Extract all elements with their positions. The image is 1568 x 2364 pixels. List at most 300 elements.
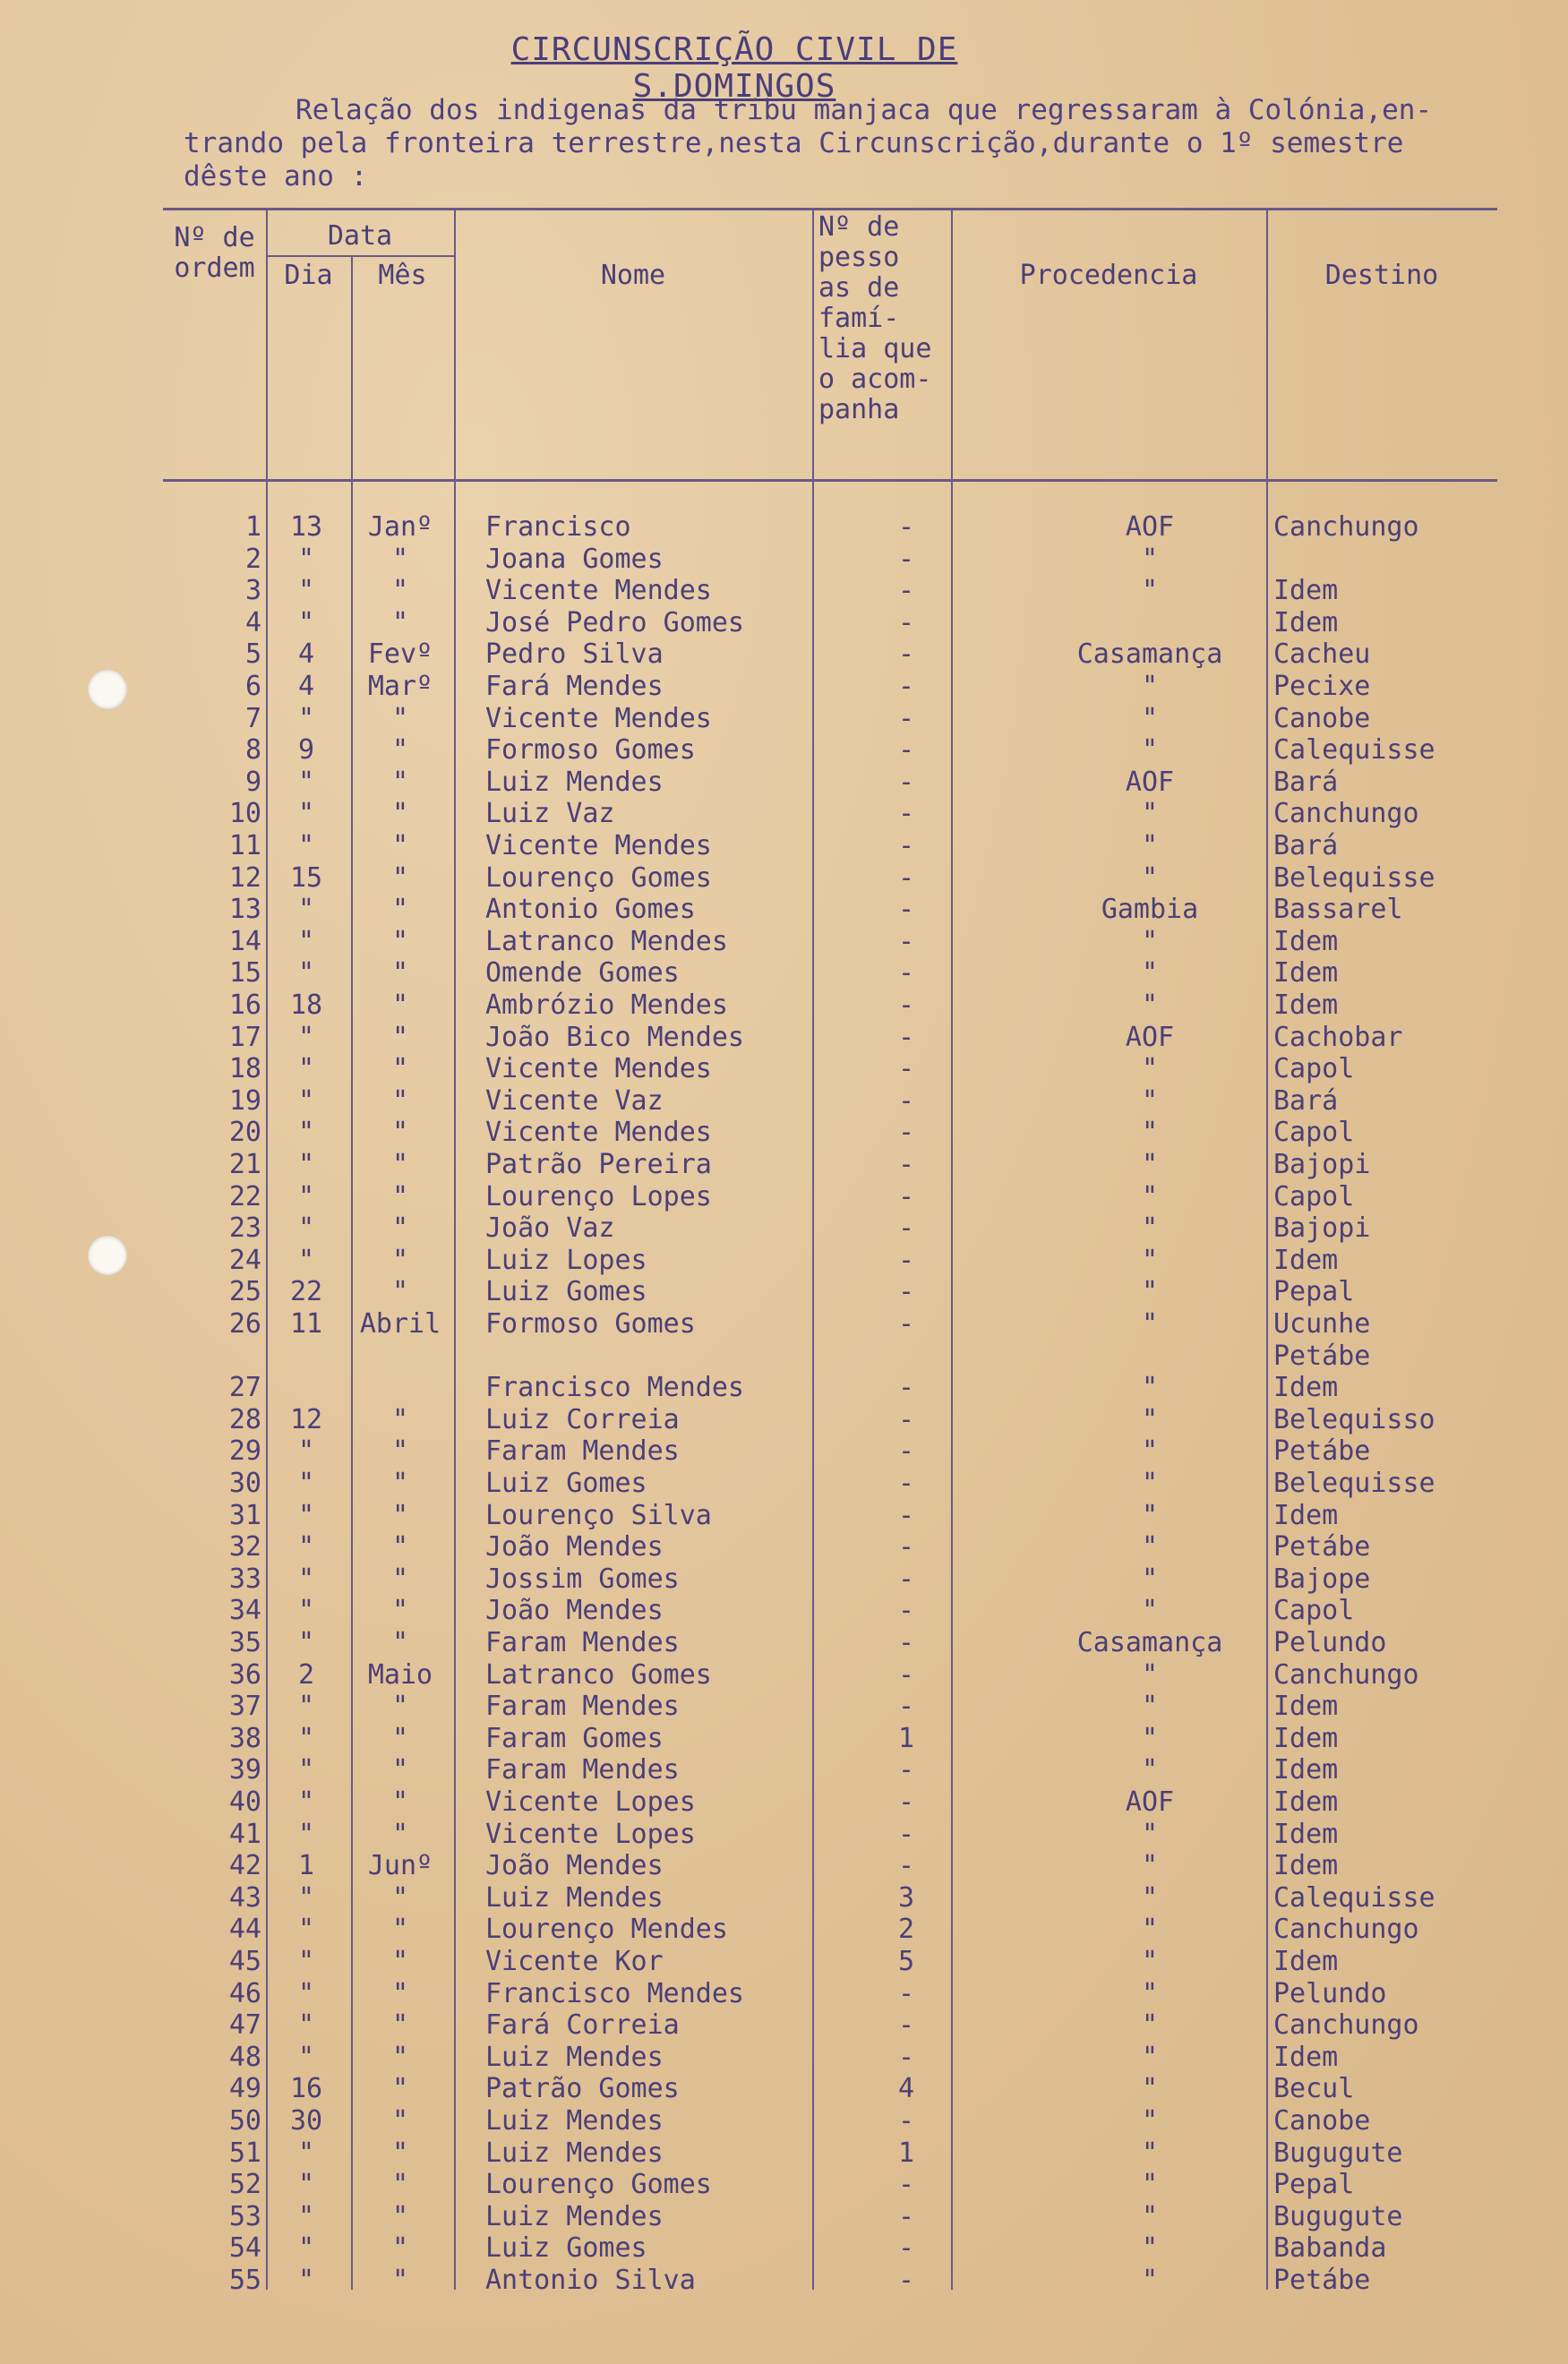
row-number: 38: [228, 1722, 261, 1754]
row-number: 17: [228, 1021, 261, 1053]
row-destination: Idem: [1273, 1754, 1339, 1786]
row-name: Vicente Mendes: [485, 575, 712, 607]
row-number: 36: [228, 1658, 261, 1691]
row-day: ": [297, 1691, 315, 1723]
row-family-count: -: [897, 1563, 915, 1595]
row-month: ": [391, 1946, 409, 1977]
row-name: Vicente Mendes: [485, 1053, 712, 1085]
row-destination: Pelundo: [1273, 1627, 1387, 1658]
row-number: 16: [228, 989, 261, 1021]
row-number: 45: [228, 1946, 261, 1977]
row-destination: Belequisse: [1273, 861, 1435, 894]
row-family-count: -: [897, 957, 915, 989]
row-name: João Mendes: [485, 1850, 664, 1882]
row-day: ": [297, 1468, 315, 1499]
row-month: Abril: [359, 1308, 441, 1340]
row-name: Vicente Lopes: [485, 1818, 696, 1850]
row-number: 15: [228, 957, 261, 989]
row-name: Luiz Gomes: [485, 1276, 647, 1308]
row-number: 19: [228, 1084, 261, 1117]
row-family-count: -: [897, 1117, 915, 1149]
row-origin: AOF: [1125, 511, 1175, 543]
row-number: 37: [228, 1691, 261, 1723]
row-destination: Idem: [1273, 1722, 1339, 1754]
row-name: Luiz Mendes: [485, 2105, 664, 2137]
row-destination: Calequisse: [1273, 734, 1435, 767]
row-name: Pedro Silva: [485, 638, 664, 671]
row-origin: ": [1141, 2200, 1159, 2232]
row-family-count: -: [897, 1372, 915, 1404]
row-destination: Ucunhe: [1273, 1308, 1371, 1340]
row-month: Janº: [367, 511, 433, 543]
row-destination: Bará: [1273, 766, 1339, 798]
row-origin: Casamança: [1076, 638, 1223, 671]
row-origin: ": [1141, 861, 1159, 894]
row-name: Joana Gomes: [485, 543, 664, 575]
row-month: ": [391, 1117, 409, 1149]
row-name: Patrão Gomes: [485, 2073, 680, 2105]
row-destination: Petábe: [1273, 1340, 1371, 1372]
row-destination: Petábe: [1273, 2265, 1371, 2296]
row-family-count: -: [897, 2265, 915, 2296]
row-origin: ": [1141, 2105, 1159, 2137]
row-day: ": [297, 1244, 315, 1276]
row-name: Faram Mendes: [485, 1754, 680, 1786]
row-month: ": [391, 830, 409, 861]
row-day: ": [297, 1435, 315, 1468]
row-number: 13: [228, 894, 261, 926]
page-title: CIRCUNSCRIÇÃO CIVIL DE S.DOMINGOS: [510, 31, 958, 105]
row-destination: Bará: [1273, 1084, 1339, 1117]
row-month: ": [391, 1818, 409, 1850]
row-destination: Idem: [1273, 575, 1339, 607]
row-origin: ": [1141, 1881, 1159, 1914]
row-day: ": [297, 1149, 315, 1180]
row-number: 32: [228, 1531, 261, 1563]
row-origin: ": [1141, 1499, 1159, 1531]
row-number: 26: [228, 1308, 261, 1340]
row-name: Faram Mendes: [485, 1435, 680, 1468]
row-origin: ": [1141, 2232, 1159, 2265]
row-month: ": [391, 1468, 409, 1499]
row-day: ": [297, 1722, 315, 1754]
row-month: ": [391, 1881, 409, 1914]
table-body: [163, 203, 1497, 2296]
row-destination: Petábe: [1273, 1435, 1371, 1468]
row-destination: Petábe: [1273, 1531, 1371, 1563]
row-destination: Idem: [1273, 1499, 1339, 1531]
row-destination: Cachobar: [1273, 1021, 1403, 1053]
row-name: João Vaz: [485, 1212, 615, 1245]
row-month: ": [391, 2041, 409, 2073]
row-day: ": [297, 1499, 315, 1531]
row-origin: ": [1141, 1468, 1159, 1499]
row-month: ": [391, 1786, 409, 1818]
row-name: Vicente Mendes: [485, 702, 712, 734]
row-month: Fevº: [367, 638, 433, 671]
row-number: 51: [228, 2137, 261, 2169]
row-number: 2: [244, 543, 261, 575]
row-family-count: -: [897, 2105, 915, 2137]
row-month: ": [391, 2105, 409, 2137]
row-destination: Cacheu: [1273, 638, 1371, 671]
row-origin: ": [1141, 1563, 1159, 1595]
row-number: 54: [228, 2232, 261, 2265]
row-name: Jossim Gomes: [485, 1563, 680, 1595]
row-origin: ": [1141, 1180, 1159, 1212]
row-name: Luiz Vaz: [485, 798, 615, 830]
row-month: ": [391, 734, 409, 767]
row-family-count: -: [897, 861, 915, 894]
row-day: ": [297, 1084, 315, 1117]
row-number: 5: [244, 638, 261, 671]
row-destination: Idem: [1273, 925, 1339, 957]
row-origin: ": [1141, 1754, 1159, 1786]
row-destination: Canchungo: [1273, 511, 1419, 543]
row-month: ": [391, 1627, 409, 1658]
row-family-count: -: [897, 2041, 915, 2073]
row-name: Faram Mendes: [485, 1691, 680, 1723]
row-name: Luiz Mendes: [485, 2041, 664, 2073]
row-origin: ": [1141, 1308, 1159, 1340]
row-destination: Capol: [1273, 1180, 1355, 1212]
row-month: ": [391, 989, 409, 1021]
row-day: ": [297, 543, 315, 575]
row-number: 31: [228, 1499, 261, 1531]
row-month: ": [391, 2169, 409, 2201]
row-origin: ": [1141, 1084, 1159, 1117]
intro-paragraph: [184, 94, 1482, 193]
row-day: ": [297, 925, 315, 957]
row-number: 18: [228, 1053, 261, 1085]
row-name: Francisco: [485, 511, 631, 543]
row-destination: Idem: [1273, 1850, 1339, 1882]
row-number: 53: [228, 2200, 261, 2232]
row-family-count: -: [897, 1627, 915, 1658]
row-family-count: -: [897, 1850, 915, 1882]
row-number: 14: [228, 925, 261, 957]
row-origin: ": [1141, 1531, 1159, 1563]
row-month: ": [391, 702, 409, 734]
row-destination: Bajopi: [1273, 1212, 1371, 1245]
row-destination: Canobe: [1273, 702, 1371, 734]
row-destination: Canchungo: [1273, 1914, 1419, 1946]
row-family-count: -: [897, 1308, 915, 1340]
row-destination: Idem: [1273, 957, 1339, 989]
row-origin: Gambia: [1101, 894, 1199, 926]
row-month: ": [391, 1053, 409, 1085]
row-destination: Idem: [1273, 1946, 1339, 1977]
row-family-count: -: [897, 1691, 915, 1723]
header-ordem: Nº de ordem: [174, 222, 255, 284]
header-destino: Destino: [1324, 260, 1439, 291]
row-day: ": [297, 1531, 315, 1563]
row-day: 11: [289, 1308, 323, 1340]
row-name: Lourenço Silva: [485, 1499, 712, 1531]
row-month: ": [391, 575, 409, 607]
row-number: 30: [228, 1468, 261, 1499]
row-day: ": [297, 1754, 315, 1786]
row-day: 1: [297, 1850, 315, 1882]
row-destination: Idem: [1273, 989, 1339, 1021]
row-family-count: -: [897, 766, 915, 798]
row-family-count: -: [897, 1053, 915, 1085]
row-name: Luiz Mendes: [485, 2137, 664, 2169]
row-number: 4: [244, 606, 261, 638]
row-destination: Bajopi: [1273, 1149, 1371, 1180]
row-month: ": [391, 1499, 409, 1531]
row-origin: ": [1141, 1149, 1159, 1180]
row-family-count: -: [897, 734, 915, 767]
row-day: ": [297, 957, 315, 989]
row-family-count: -: [897, 671, 915, 702]
row-number: 3: [244, 575, 261, 607]
row-destination: Babanda: [1273, 2232, 1387, 2265]
row-number: 12: [228, 861, 261, 894]
row-name: Luiz Mendes: [485, 1881, 664, 1914]
row-family-count: 1: [897, 1722, 915, 1754]
row-family-count: -: [897, 606, 915, 638]
row-origin: ": [1141, 543, 1159, 575]
header-data: Data: [327, 220, 393, 252]
row-family-count: -: [897, 798, 915, 830]
header-procedencia: Procedencia: [1019, 260, 1198, 291]
row-destination: Pecixe: [1273, 671, 1371, 702]
row-month: ": [391, 766, 409, 798]
row-destination: Idem: [1273, 1786, 1339, 1818]
row-day: ": [297, 1977, 315, 2009]
row-day: 4: [297, 638, 315, 671]
row-destination: Bassarel: [1273, 894, 1403, 926]
row-month: ": [391, 1977, 409, 2009]
row-month: ": [391, 1149, 409, 1180]
row-name: Faram Mendes: [485, 1627, 680, 1658]
row-origin: ": [1141, 1117, 1159, 1149]
row-month: ": [391, 1180, 409, 1212]
row-name: Luiz Lopes: [485, 1244, 647, 1276]
row-family-count: -: [897, 1084, 915, 1117]
row-name: Vicente Vaz: [485, 1084, 664, 1117]
row-origin: ": [1141, 1977, 1159, 2009]
row-destination: Idem: [1273, 606, 1339, 638]
row-month: ": [391, 1531, 409, 1563]
row-destination: Belequisse: [1273, 1468, 1435, 1499]
row-day: ": [297, 1881, 315, 1914]
row-number: 35: [228, 1627, 261, 1658]
row-name: Luiz Mendes: [485, 766, 664, 798]
row-family-count: -: [897, 2009, 915, 2042]
row-day: ": [297, 894, 315, 926]
row-origin: ": [1141, 798, 1159, 830]
row-day: 15: [289, 861, 323, 894]
row-month: Maio: [367, 1658, 433, 1691]
row-destination: Canchungo: [1273, 2009, 1419, 2042]
row-destination: Pepal: [1273, 2169, 1355, 2201]
row-number: 9: [244, 766, 261, 798]
row-number: 1: [244, 511, 261, 543]
row-destination: Capol: [1273, 1117, 1355, 1149]
row-month: ": [391, 957, 409, 989]
row-family-count: -: [897, 2232, 915, 2265]
row-day: ": [297, 1818, 315, 1850]
row-number: 6: [244, 671, 261, 702]
punch-hole-bottom: [88, 1236, 127, 1275]
row-origin: AOF: [1125, 1786, 1175, 1818]
row-family-count: -: [897, 1212, 915, 1245]
row-number: 7: [244, 702, 261, 734]
row-name: Latranco Gomes: [485, 1658, 712, 1691]
row-number: 29: [228, 1435, 261, 1468]
row-number: 40: [228, 1786, 261, 1818]
row-destination: Canobe: [1273, 2105, 1371, 2137]
row-origin: ": [1141, 925, 1159, 957]
row-day: ": [297, 1180, 315, 1212]
row-name: Vicente Mendes: [485, 830, 712, 861]
row-origin: ": [1141, 1403, 1159, 1435]
row-number: 42: [228, 1850, 261, 1882]
row-name: Vicente Mendes: [485, 1117, 712, 1149]
row-destination: Becul: [1273, 2073, 1355, 2105]
row-family-count: -: [897, 1977, 915, 2009]
row-family-count: -: [897, 1658, 915, 1691]
row-day: ": [297, 2200, 315, 2232]
row-origin: ": [1141, 1914, 1159, 1946]
row-origin: ": [1141, 2009, 1159, 2042]
row-day: ": [297, 1946, 315, 1977]
row-number: 28: [228, 1403, 261, 1435]
row-name: Luiz Mendes: [485, 2200, 664, 2232]
row-family-count: 2: [897, 1914, 915, 1946]
row-day: ": [297, 1914, 315, 1946]
row-number: 46: [228, 1977, 261, 2009]
row-name: Vicente Kor: [485, 1946, 664, 1977]
row-origin: ": [1141, 1212, 1159, 1245]
row-family-count: -: [897, 575, 915, 607]
row-number: 20: [228, 1117, 261, 1149]
row-month: ": [391, 2232, 409, 2265]
row-month: Junº: [367, 1850, 433, 1882]
row-name: João Mendes: [485, 1595, 664, 1627]
row-day: 2: [297, 1658, 315, 1691]
row-origin: ": [1141, 989, 1159, 1021]
register-table: [163, 203, 1497, 2296]
row-month: ": [391, 1244, 409, 1276]
row-name: Patrão Pereira: [485, 1149, 712, 1180]
row-day: ": [297, 1212, 315, 1245]
row-number: 10: [228, 798, 261, 830]
row-family-count: -: [897, 1595, 915, 1627]
row-name: Luiz Gomes: [485, 2232, 647, 2265]
row-origin: ": [1141, 702, 1159, 734]
row-origin: ": [1141, 1946, 1159, 1977]
row-day: ": [297, 1117, 315, 1149]
row-family-count: -: [897, 894, 915, 926]
row-origin: ": [1141, 734, 1159, 767]
row-number: 55: [228, 2265, 261, 2296]
row-number: 48: [228, 2041, 261, 2073]
row-name: Antonio Gomes: [485, 894, 696, 926]
row-family-count: -: [897, 1754, 915, 1786]
row-name: Vicente Lopes: [485, 1786, 696, 1818]
row-day: ": [297, 798, 315, 830]
row-origin: ": [1141, 1595, 1159, 1627]
row-family-count: -: [897, 1499, 915, 1531]
row-name: Lourenço Mendes: [485, 1914, 728, 1946]
row-family-count: -: [897, 511, 915, 543]
row-name: Lourenço Gomes: [485, 2169, 712, 2201]
row-destination: Pepal: [1273, 1276, 1355, 1308]
row-family-count: -: [897, 1818, 915, 1850]
row-number: 39: [228, 1754, 261, 1786]
row-day: ": [297, 1053, 315, 1085]
row-day: ": [297, 2265, 315, 2296]
row-name: Formoso Gomes: [485, 734, 696, 767]
row-number: 24: [228, 1244, 261, 1276]
intro-line: trando pela fronteira terrestre,nesta Circunscrição,durante o 1º semestre: [184, 127, 1404, 159]
row-destination: Belequisso: [1273, 1403, 1435, 1435]
row-number: 22: [228, 1180, 261, 1212]
header-dia: Dia: [284, 260, 333, 291]
row-origin: AOF: [1125, 766, 1175, 798]
row-name: Lourenço Lopes: [485, 1180, 712, 1212]
row-family-count: -: [897, 2200, 915, 2232]
row-month: ": [391, 2073, 409, 2105]
row-family-count: 3: [897, 1881, 915, 1914]
row-origin: ": [1141, 1691, 1159, 1723]
row-origin: ": [1141, 1372, 1159, 1404]
row-month: ": [391, 2200, 409, 2232]
row-destination: Idem: [1273, 2041, 1339, 2073]
row-origin: ": [1141, 671, 1159, 702]
row-number: 27: [228, 1372, 261, 1404]
row-family-count: 1: [897, 2137, 915, 2169]
row-family-count: 4: [897, 2073, 915, 2105]
row-origin: ": [1141, 2073, 1159, 2105]
row-origin: ": [1141, 1850, 1159, 1882]
row-number: 50: [228, 2105, 261, 2137]
row-destination: Idem: [1273, 1244, 1339, 1276]
row-day: ": [297, 1021, 315, 1053]
row-name: Luiz Gomes: [485, 1468, 647, 1499]
row-month: ": [391, 798, 409, 830]
row-origin: ": [1141, 1818, 1159, 1850]
row-number: 49: [228, 2073, 261, 2105]
row-destination: Capol: [1273, 1595, 1355, 1627]
row-day: 18: [289, 989, 323, 1021]
row-month: ": [391, 1435, 409, 1468]
row-month: ": [391, 1914, 409, 1946]
row-day: ": [297, 2169, 315, 2201]
row-origin: ": [1141, 575, 1159, 607]
punch-hole-top: [88, 670, 127, 709]
row-family-count: -: [897, 989, 915, 1021]
row-number: 8: [244, 734, 261, 767]
row-destination: Bugugute: [1273, 2200, 1403, 2232]
row-origin: ": [1141, 830, 1159, 861]
row-number: 33: [228, 1563, 261, 1595]
row-month: ": [391, 1212, 409, 1245]
row-name: Antonio Silva: [485, 2265, 696, 2296]
row-day: 22: [289, 1276, 323, 1308]
row-origin: ": [1141, 1435, 1159, 1468]
row-name: João Bico Mendes: [485, 1021, 744, 1053]
row-month: ": [391, 1722, 409, 1754]
row-family-count: -: [897, 2169, 915, 2201]
row-family-count: -: [897, 702, 915, 734]
row-family-count: -: [897, 1276, 915, 1308]
row-destination: Idem: [1273, 1691, 1339, 1723]
row-day: 4: [297, 671, 315, 702]
